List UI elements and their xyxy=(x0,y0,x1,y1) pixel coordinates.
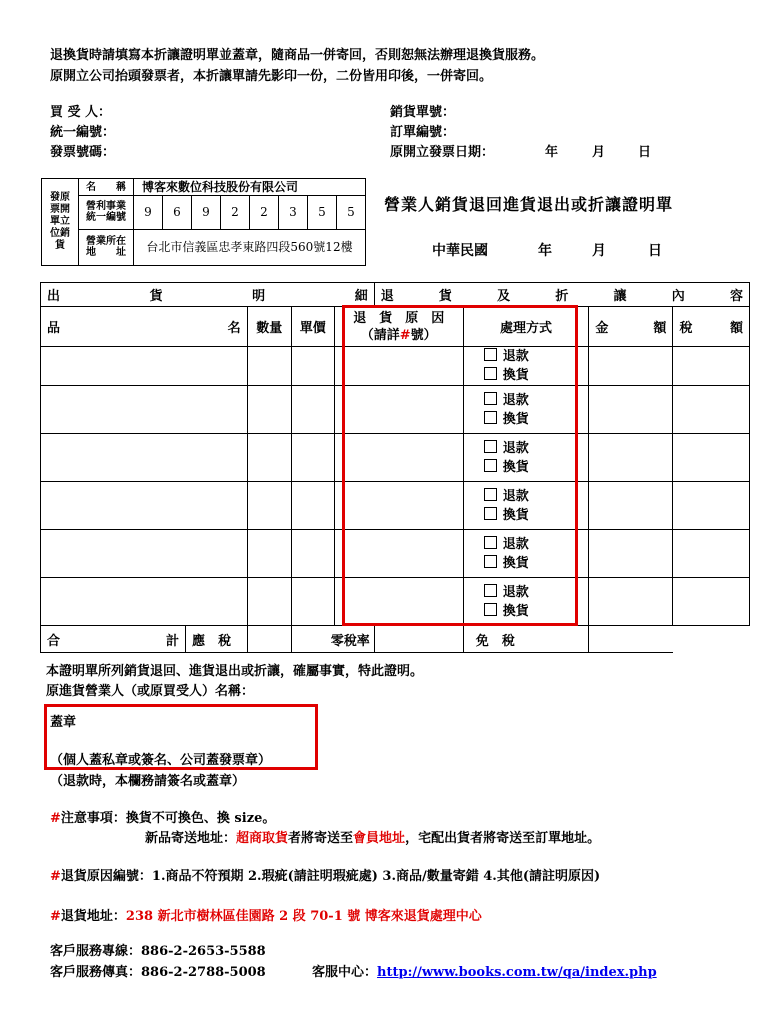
seller-tax-label: 營利事業 統一編號 xyxy=(79,196,134,229)
col-amount: 金 額 xyxy=(595,321,667,336)
seller-name-label: 名 稱 xyxy=(79,179,134,196)
stamp-note: （退款時，本欄務請簽名或蓋章） xyxy=(50,774,246,789)
seller-tax-row xyxy=(42,196,366,229)
service-center-link[interactable]: http://www.books.com.tw/qa/index.php xyxy=(377,965,657,980)
product-cell[interactable] xyxy=(41,434,248,482)
exchange-label: 換貨 xyxy=(502,411,529,427)
stamp-title: 蓋章 xyxy=(50,715,77,730)
refund-label: 退款 xyxy=(502,392,529,408)
seller-info-table xyxy=(41,178,366,266)
product-cell[interactable] xyxy=(41,347,248,386)
exchange-label: 換貨 xyxy=(502,507,529,523)
tax-digit: 9 xyxy=(191,196,220,229)
exchange-label: 換貨 xyxy=(502,459,529,475)
hash-mark: # xyxy=(50,811,61,826)
zero-rate-checkbox-cell[interactable] xyxy=(374,626,463,653)
invoice-no-label: 發票號碼： xyxy=(50,145,116,160)
price-cell[interactable] xyxy=(291,347,334,386)
col-reason-line-1: 退 貨 原 因 xyxy=(353,310,445,326)
order-no-label: 訂單編號： xyxy=(390,125,456,140)
total-label: 合 計 xyxy=(47,633,179,649)
certify-line-1: 本證明單所列銷貨退回、進貨退出或折讓，確屬事實，特此證明。 xyxy=(46,664,424,679)
refund-label: 退款 xyxy=(502,488,529,504)
tax-id-label: 統一編號： xyxy=(50,125,116,140)
refund-label: 退款 xyxy=(502,584,529,600)
qty-cell[interactable] xyxy=(247,482,291,530)
product-cell[interactable] xyxy=(41,482,248,530)
qty-cell[interactable] xyxy=(247,386,291,434)
amount-cell[interactable] xyxy=(589,578,673,626)
notice-line-1: 退換貨時請填寫本折讓證明單並蓋章，隨商品一併寄回，否則恕無法辦理退換貨服務。 xyxy=(50,48,545,63)
invoice-date-label: 原開立發票日期： xyxy=(390,145,495,160)
tax-digit: 2 xyxy=(220,196,249,229)
service-center: 客服中心：http://www.books.com.tw/qa/index.php xyxy=(312,965,657,980)
tax-cell[interactable] xyxy=(673,578,750,626)
certify-line-2: 原進貨營業人（或原買受人）名稱： xyxy=(46,684,255,699)
sales-no-label: 銷貨單號： xyxy=(390,105,456,120)
product-cell[interactable] xyxy=(41,578,248,626)
seller-address-label: 營業所在 地 址 xyxy=(79,229,134,265)
col-product: 品 名 xyxy=(47,321,241,336)
qty-cell[interactable] xyxy=(247,347,291,386)
reason-codes-line: #退貨原因編號：1.商品不符預期 2.瑕疵(請註明瑕疵處) 3.商品/數量寄錯 4.其他(請註明原因) xyxy=(50,869,601,884)
fax: 客戶服務傳真：886-2-2788-5008 xyxy=(50,965,266,980)
seller-side-label: 發原 票開 單立 位銷 貨 xyxy=(42,179,79,266)
price-cell[interactable] xyxy=(291,578,334,626)
notice-line-2: 原開立公司抬頭發票者，本折讓單請先影印一份，二份皆用印後，一併寄回。 xyxy=(50,69,493,84)
hotline: 客戶服務專線：886-2-2653-5588 xyxy=(50,944,266,959)
roc-month: 月 xyxy=(592,243,606,259)
amount-cell[interactable] xyxy=(589,530,673,578)
amount-cell[interactable] xyxy=(589,434,673,482)
tax-digit: 6 xyxy=(162,196,191,229)
amount-cell[interactable] xyxy=(589,482,673,530)
price-cell[interactable] xyxy=(291,482,334,530)
taxable-checkbox-cell[interactable] xyxy=(247,626,291,653)
qty-cell[interactable] xyxy=(247,530,291,578)
tax-cell[interactable] xyxy=(673,530,750,578)
buyer-label: 買 受 人： xyxy=(50,105,112,120)
stamp-desc: （個人蓋私章或簽名、公司蓋發票章） xyxy=(50,753,272,768)
return-address-line: #退貨地址：238 新北市樹林區佳園路 2 段 70-1 號 博客來退貨處理中心 xyxy=(50,909,482,924)
col-reason-line-2: （請詳#號） xyxy=(360,327,437,343)
refund-label: 退款 xyxy=(502,349,529,364)
roc-day: 日 xyxy=(648,243,662,259)
exempt-label: 免 稅 xyxy=(463,626,589,653)
price-cell[interactable] xyxy=(291,434,334,482)
tax-cell[interactable] xyxy=(673,482,750,530)
group-shipment-details: 出 貨 明 細 xyxy=(47,289,368,304)
group-return-contents: 退 貨 及 折 讓 內 容 xyxy=(380,289,743,304)
table-group-header xyxy=(41,283,750,307)
tax-digit: 5 xyxy=(336,196,365,229)
tax-cell[interactable] xyxy=(673,386,750,434)
qty-cell[interactable] xyxy=(247,434,291,482)
amount-cell[interactable] xyxy=(589,347,673,386)
form-title: 營業人銷貨退回進貨退出或折讓證明單 xyxy=(384,195,674,214)
col-tax: 稅 額 xyxy=(679,321,743,336)
amount-cell[interactable] xyxy=(589,386,673,434)
tax-cell[interactable] xyxy=(673,434,750,482)
table-total-row xyxy=(41,626,750,653)
hash-mark: # xyxy=(50,869,61,884)
hash-mark: # xyxy=(50,909,61,924)
col-handling: 處理方式 xyxy=(463,307,589,347)
price-cell[interactable] xyxy=(291,386,334,434)
tax-digit: 5 xyxy=(307,196,336,229)
col-price: 單價 xyxy=(291,307,334,347)
reason-handling-highlight xyxy=(342,305,578,626)
seller-name: 博客來數位科技股份有限公司 xyxy=(134,179,366,196)
col-qty: 數量 xyxy=(247,307,291,347)
invoice-date-year: 年 xyxy=(545,145,559,160)
product-cell[interactable] xyxy=(41,530,248,578)
product-cell[interactable] xyxy=(41,386,248,434)
zero-rate-label: 零稅率 xyxy=(291,626,374,653)
roc-year: 年 xyxy=(538,243,552,259)
attention-line: #注意事項：換貨不可換色、換 size。 xyxy=(50,811,276,826)
seller-address: 台北市信義區忠孝東路四段560號12樓 xyxy=(134,229,366,265)
exchange-label: 換貨 xyxy=(502,368,529,383)
refund-label: 退款 xyxy=(502,536,529,552)
invoice-date-month: 月 xyxy=(592,145,606,160)
shipping-address-line: 新品寄送地址：超商取貨者將寄送至會員地址，宅配出貨者將寄送至訂單地址。 xyxy=(145,831,601,846)
refund-label: 退款 xyxy=(502,440,529,456)
price-cell[interactable] xyxy=(291,530,334,578)
exchange-label: 換貨 xyxy=(502,603,529,619)
tax-digit: 9 xyxy=(134,196,163,229)
exempt-checkbox-cell[interactable] xyxy=(589,626,673,653)
total-cell xyxy=(41,626,248,653)
qty-cell[interactable] xyxy=(247,578,291,626)
taxable-label: 應 稅 xyxy=(185,626,231,652)
roc-era: 中華民國 xyxy=(432,243,488,259)
tax-digit: 2 xyxy=(249,196,278,229)
tax-cell[interactable] xyxy=(673,347,750,386)
exchange-label: 換貨 xyxy=(502,555,529,571)
invoice-date-day: 日 xyxy=(638,145,652,160)
tax-digit: 3 xyxy=(278,196,307,229)
